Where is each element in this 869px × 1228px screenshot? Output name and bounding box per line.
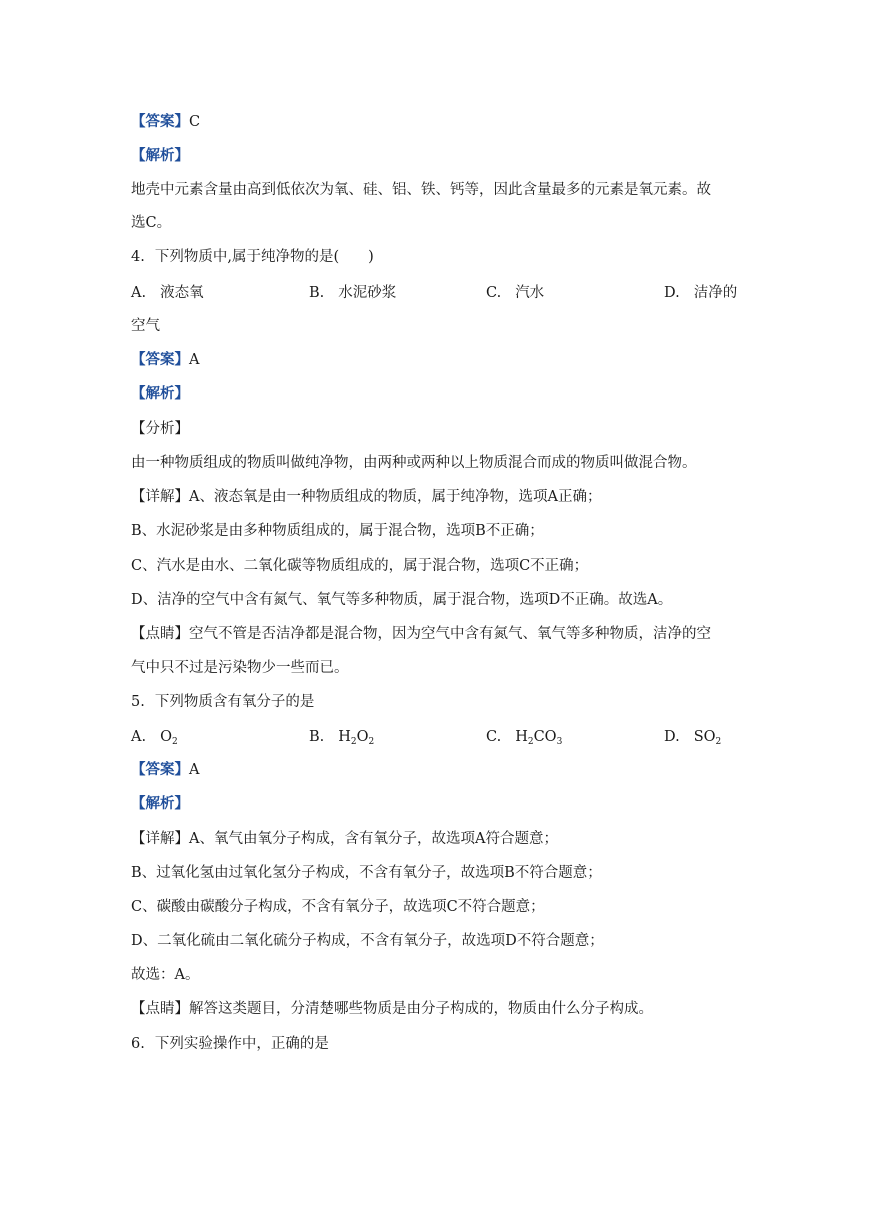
- q4-answer-line: [131, 350, 741, 370]
- q4-option-d-continued: 空气: [131, 318, 160, 334]
- dianjing-tag: 【点睛】: [131, 626, 189, 642]
- q5-stem-line: [131, 692, 741, 712]
- option-a: A. $O_2$: [131, 729, 178, 747]
- option-d: D. 洁净的: [664, 285, 738, 301]
- q4-fenxi-text: 由一种物质组成的物质叫做纯净物，由两种或两种以上物质混合而成的物质叫做混合物。: [131, 455, 697, 471]
- q5-answer-line: [131, 760, 741, 780]
- dianjing-tag: 【点睛】: [131, 1001, 189, 1017]
- q5-line-c: C、碳酸由碳酸分子构成，不含有氧分子，故选项C不符合题意；: [131, 899, 545, 915]
- analysis-tag: 【解析】: [131, 385, 189, 402]
- q5-dianjing-line: [131, 999, 741, 1019]
- q3-explanation-line-1: 地壳中元素含量由高到低依次为氧、硅、铝、铁、钙等，因此含量最多的元素是氧元素。故: [131, 182, 711, 198]
- q4-line-b: B、水泥砂浆是由多种物质组成的，属于混合物，选项B不正确；: [131, 523, 544, 539]
- answer-tag: 【答案】: [131, 761, 189, 778]
- answer-tag: 【答案】: [131, 113, 189, 130]
- option-b: B. $H_2O_2$: [309, 729, 375, 747]
- q4-analysis-tag: [131, 384, 741, 404]
- q4-dianjing-line-1: [131, 624, 741, 644]
- q3-answer-line: [131, 112, 741, 132]
- q5-line-b: B、过氧化氢由过氧化氢分子构成，不含有氧分子，故选项B不符合题意；: [131, 865, 602, 881]
- q5-line-d: D、二氧化硫由二氧化硫分子构成，不含有氧分子，故选项D不符合题意；: [131, 933, 604, 949]
- fenxi-tag: 【分析】: [131, 421, 189, 437]
- answer-value: C: [189, 114, 201, 130]
- option-d: D. $SO_2$: [664, 729, 722, 747]
- question-number: 4.: [131, 249, 145, 265]
- dianjing-text: 解答这类题目，分清楚哪些物质是由分子构成的，物质由什么分子构成。: [189, 1001, 653, 1017]
- option-b: B. 水泥砂浆: [309, 285, 397, 301]
- question-number: 6.: [131, 1036, 145, 1052]
- xiangjie-text: A、氧气由氧分子构成，含有氧分子，故选项A符合题意；: [189, 831, 558, 847]
- option-c: C. 汽水: [486, 285, 545, 301]
- q4-xiangjie-line: [131, 487, 741, 507]
- question-stem: 下列实验操作中，正确的是: [154, 1036, 329, 1052]
- question-stem: 下列物质中,属于纯净物的是( ): [154, 249, 374, 265]
- answer-value: A: [189, 352, 200, 368]
- q4-dianjing-line-2: 气中只不过是污染物少一些而已。: [131, 660, 349, 676]
- dianjing-text: 空气不管是否洁净都是混合物，因为空气中含有氮气、氧气等多种物质，洁净的空: [189, 626, 711, 642]
- answer-tag: 【答案】: [131, 351, 189, 368]
- analysis-tag: 【解析】: [131, 795, 189, 812]
- xiangjie-text: A、液态氧是由一种物质组成的物质，属于纯净物，选项A正确；: [189, 489, 602, 505]
- q4-line-c: C、汽水是由水、二氧化碳等物质组成的，属于混合物，选项C不正确；: [131, 558, 589, 574]
- xiangjie-tag: 【详解】: [131, 489, 189, 505]
- q6-stem-line: [131, 1034, 741, 1054]
- q4-fenxi-tag: [131, 419, 741, 439]
- option-a: A. 液态氧: [131, 285, 204, 301]
- q4-line-d: D、洁净的空气中含有氮气、氧气等多种物质，属于混合物，选项D不正确。故选A。: [131, 592, 673, 608]
- analysis-tag: 【解析】: [131, 147, 189, 164]
- q4-stem-line: [131, 247, 741, 267]
- answer-value: A: [189, 762, 200, 778]
- xiangjie-tag: 【详解】: [131, 831, 189, 847]
- question-number: 5.: [131, 694, 145, 710]
- q5-xiangjie-line: [131, 829, 741, 849]
- q5-conclusion: 故选：A。: [131, 967, 200, 983]
- q5-analysis-tag: [131, 794, 741, 814]
- q3-explanation-line-2: 选C。: [131, 215, 172, 231]
- question-stem: 下列物质含有氧分子的是: [154, 694, 315, 710]
- option-c: C. $H_2CO_3$: [486, 729, 563, 747]
- q3-analysis-tag: [131, 146, 741, 166]
